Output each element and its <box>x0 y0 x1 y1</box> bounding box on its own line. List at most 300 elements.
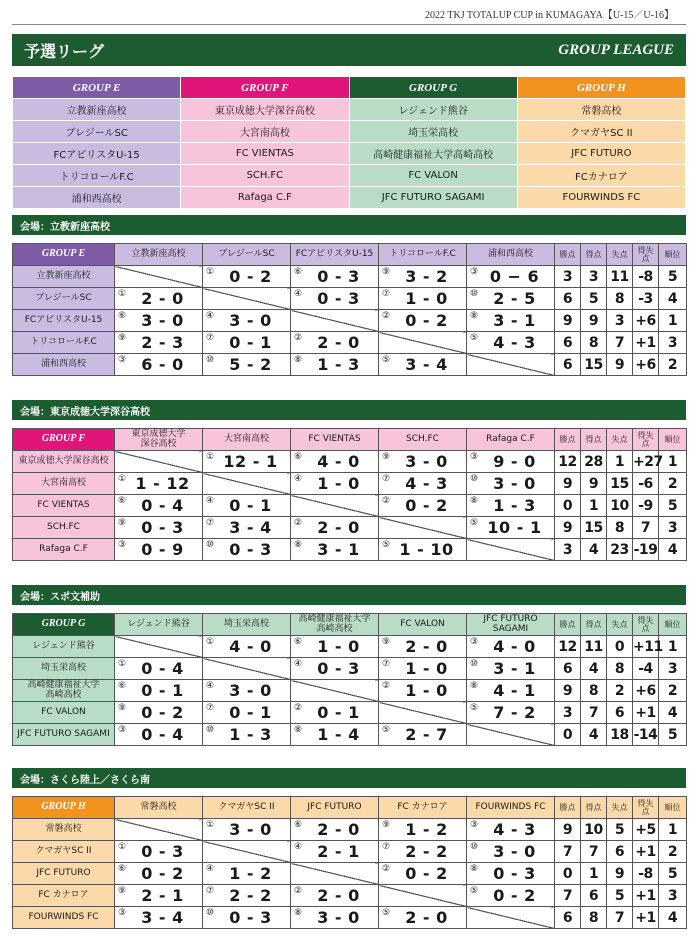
match-number: ① <box>206 637 215 647</box>
match-number: ⑨ <box>382 452 391 462</box>
standing-stat: 4 <box>659 288 687 310</box>
team-name: SCH.FC <box>13 517 115 539</box>
match-result-cell <box>467 863 555 885</box>
match-score: 3 - 0 <box>317 908 360 927</box>
table-row <box>13 354 687 376</box>
match-number: ① <box>118 842 127 852</box>
standing-stat: -8 <box>633 266 659 288</box>
table-row <box>13 517 687 539</box>
standing-stat: 23 <box>607 539 633 561</box>
match-score: 0 - 2 <box>405 496 448 515</box>
overview-team-row <box>13 165 686 187</box>
league-header-row <box>13 614 687 636</box>
standing-stat: +1 <box>633 907 659 929</box>
overview-team-name: FCアピリスタU-15 <box>13 143 181 165</box>
match-score: 0 - 2 <box>229 267 272 286</box>
standing-stat: 7 <box>555 841 581 863</box>
match-score: 3 - 2 <box>405 267 448 286</box>
standing-stat: 2 <box>607 680 633 702</box>
match-score: 0 − 6 <box>489 267 540 286</box>
overview-team-name: FOURWINDS FC <box>517 187 685 209</box>
overview-team-name: クマガヤSC II <box>517 121 685 143</box>
team-name: 東京成徳大学深谷高校 <box>13 451 115 473</box>
match-score: 2 - 0 <box>141 289 184 308</box>
match-score: 2 - 1 <box>141 886 184 905</box>
match-score: 1 - 0 <box>317 474 360 493</box>
match-number: ⑤ <box>470 333 479 343</box>
match-score: 3 - 4 <box>141 908 184 927</box>
standing-stat: 0 <box>555 724 581 746</box>
match-score: 1 - 10 <box>399 540 454 559</box>
match-number: ⑧ <box>470 311 479 321</box>
match-score: 4 - 3 <box>405 474 448 493</box>
standing-stat: 2 <box>659 354 687 376</box>
standing-stat: 9 <box>607 354 633 376</box>
standing-stat: 6 <box>555 288 581 310</box>
self-match-cell <box>467 539 555 561</box>
match-number: ⑨ <box>118 518 127 528</box>
standing-stat: 28 <box>581 451 607 473</box>
standing-stat: -9 <box>633 495 659 517</box>
match-score: 0 - 2 <box>405 864 448 883</box>
self-match-cell <box>203 841 291 863</box>
match-number: ③ <box>470 452 479 462</box>
match-result-cell <box>115 310 203 332</box>
match-number: ② <box>294 333 303 343</box>
league-section <box>12 215 686 376</box>
match-score: 3 - 4 <box>229 518 272 537</box>
match-number: ① <box>206 820 215 830</box>
standing-stat: 5 <box>659 724 687 746</box>
standing-stat: 3 <box>659 332 687 354</box>
match-score: 3 - 0 <box>229 820 272 839</box>
standing-stat: 0 <box>555 495 581 517</box>
table-row <box>13 724 687 746</box>
opponent-column-header: FC カナロア <box>379 797 467 819</box>
standing-stat: +6 <box>633 680 659 702</box>
stat-column-header: 順位 <box>659 797 687 819</box>
match-result-cell <box>115 724 203 746</box>
match-number: ① <box>206 267 215 277</box>
venue-bar: 会場：立教新座高校 <box>12 215 686 235</box>
match-result-cell <box>291 819 379 841</box>
team-name: 大宮南高校 <box>13 473 115 495</box>
team-name: FC カナロア <box>13 885 115 907</box>
match-result-cell <box>379 473 467 495</box>
opponent-column-header: 常磐高校 <box>115 797 203 819</box>
match-score: 2 - 0 <box>405 908 448 927</box>
stat-column-header: 順位 <box>659 614 687 636</box>
match-number: ② <box>294 886 303 896</box>
standing-stat: 1 <box>659 819 687 841</box>
match-number: ② <box>382 496 391 506</box>
match-result-cell <box>203 266 291 288</box>
match-score: 2 - 0 <box>317 886 360 905</box>
team-name: 立教新座高校 <box>13 266 115 288</box>
match-result-cell <box>467 636 555 658</box>
standing-stat: 4 <box>659 907 687 929</box>
standing-stat: 4 <box>581 539 607 561</box>
standing-stat: -14 <box>633 724 659 746</box>
team-name: JFC FUTURO <box>13 863 115 885</box>
standing-stat: 7 <box>607 332 633 354</box>
opponent-column-header: 埼玉栄高校 <box>203 614 291 636</box>
stat-column-header: 勝点 <box>555 797 581 819</box>
match-number: ① <box>118 289 127 299</box>
match-result-cell <box>467 680 555 702</box>
match-number: ⑨ <box>118 703 127 713</box>
match-result-cell <box>379 819 467 841</box>
standing-stat: +1 <box>633 841 659 863</box>
stat-column-header: 得失点 <box>633 614 659 636</box>
match-number: ② <box>382 864 391 874</box>
match-number: ② <box>382 681 391 691</box>
match-score: 3 - 0 <box>229 311 272 330</box>
match-number: ⑧ <box>294 908 303 918</box>
overview-team-name: FC VIENTAS <box>181 143 349 165</box>
standing-stat: 3 <box>555 266 581 288</box>
match-result-cell <box>203 517 291 539</box>
match-number: ⑦ <box>382 842 391 852</box>
match-number: ⑤ <box>382 725 391 735</box>
document-title: 2022 TKJ TOTALUP CUP in KUMAGAYA【U-15／U-16】 <box>425 10 674 21</box>
overview-team-name: 立教新座高校 <box>13 99 181 121</box>
match-number: ⑩ <box>206 725 215 735</box>
match-result-cell <box>115 841 203 863</box>
match-result-cell <box>203 636 291 658</box>
match-number: ⑥ <box>118 864 127 874</box>
match-result-cell <box>291 473 379 495</box>
match-score: 1 - 3 <box>229 725 272 744</box>
match-score: 0 - 1 <box>229 333 272 352</box>
self-match-cell <box>379 702 467 724</box>
match-number: ⑦ <box>206 886 215 896</box>
overview-team-name: 浦和西高校 <box>13 187 181 209</box>
standing-stat: 1 <box>659 451 687 473</box>
table-row <box>13 266 687 288</box>
match-score: 0 - 1 <box>317 703 360 722</box>
league-section <box>12 768 686 929</box>
match-result-cell <box>467 885 555 907</box>
match-number: ⑧ <box>470 681 479 691</box>
standing-stat: 2 <box>659 841 687 863</box>
match-result-cell <box>379 451 467 473</box>
match-number: ⑤ <box>470 886 479 896</box>
match-result-cell <box>379 680 467 702</box>
match-result-cell <box>203 451 291 473</box>
opponent-column-header: FC VALON <box>379 614 467 636</box>
match-score: 1 - 0 <box>405 681 448 700</box>
league-header-row <box>13 797 687 819</box>
standing-stat: 9 <box>607 863 633 885</box>
overview-team-row <box>13 121 686 143</box>
match-result-cell <box>291 658 379 680</box>
team-name: FCアピリスタU-15 <box>13 310 115 332</box>
match-result-cell <box>467 841 555 863</box>
standing-stat: 15 <box>607 473 633 495</box>
standing-stat: 5 <box>581 288 607 310</box>
match-result-cell <box>203 907 291 929</box>
match-number: ⑩ <box>206 355 215 365</box>
team-name: FOURWINDS FC <box>13 907 115 929</box>
standing-stat: +1 <box>633 332 659 354</box>
standing-stat: 3 <box>607 310 633 332</box>
match-score: 1 - 0 <box>405 659 448 678</box>
match-score: 2 - 1 <box>317 842 360 861</box>
stat-column-header: 得点 <box>581 429 607 451</box>
match-number: ② <box>294 703 303 713</box>
group-label: GROUP E <box>13 244 115 266</box>
match-score: 4 - 1 <box>493 681 536 700</box>
match-result-cell <box>379 266 467 288</box>
overview-team-name: Rafaga C.F <box>181 187 349 209</box>
overview-team-row <box>13 99 686 121</box>
team-name: ブレジールSC <box>13 288 115 310</box>
standing-stat: 0 <box>555 863 581 885</box>
match-result-cell <box>467 473 555 495</box>
standing-stat: 0 <box>607 636 633 658</box>
match-score: 2 - 5 <box>493 289 536 308</box>
match-result-cell <box>291 724 379 746</box>
overview-team-name: レジェンド熊谷 <box>349 99 517 121</box>
match-number: ③ <box>118 540 127 550</box>
stat-column-header: 失点 <box>607 614 633 636</box>
match-result-cell <box>115 332 203 354</box>
match-number: ⑥ <box>294 820 303 830</box>
table-row <box>13 473 687 495</box>
self-match-cell <box>115 451 203 473</box>
standing-stat: +1 <box>633 702 659 724</box>
self-match-cell <box>291 495 379 517</box>
table-row <box>13 310 687 332</box>
overview-team-name: FCカナロア <box>517 165 685 187</box>
match-number: ⑨ <box>382 637 391 647</box>
match-result-cell <box>291 841 379 863</box>
stat-column-header: 勝点 <box>555 244 581 266</box>
standing-stat: 4 <box>659 702 687 724</box>
table-row <box>13 658 687 680</box>
standing-stat: 6 <box>607 841 633 863</box>
match-score: 4 - 0 <box>317 452 360 471</box>
match-result-cell <box>115 495 203 517</box>
stat-column-header: 得点 <box>581 797 607 819</box>
match-number: ① <box>118 659 127 669</box>
title-divider <box>12 24 686 25</box>
match-score: 0 - 3 <box>229 908 272 927</box>
match-result-cell <box>203 495 291 517</box>
overview-team-name: JFC FUTURO <box>517 143 685 165</box>
match-number: ② <box>382 311 391 321</box>
match-result-cell <box>203 680 291 702</box>
match-result-cell <box>203 819 291 841</box>
standing-stat: 9 <box>581 310 607 332</box>
match-result-cell <box>379 310 467 332</box>
overview-team-name: 常磐高校 <box>517 99 685 121</box>
match-result-cell <box>291 451 379 473</box>
table-row <box>13 702 687 724</box>
self-match-cell <box>115 266 203 288</box>
table-row <box>13 451 687 473</box>
match-score: 2 - 2 <box>405 842 448 861</box>
match-score: 3 - 0 <box>405 452 448 471</box>
standing-stat: 7 <box>581 702 607 724</box>
match-result-cell <box>291 354 379 376</box>
stat-column-header: 得失点 <box>633 797 659 819</box>
standing-stat: -19 <box>633 539 659 561</box>
match-number: ④ <box>206 681 215 691</box>
league-table <box>12 796 687 929</box>
overview-team-name: ブレジールSC <box>13 121 181 143</box>
match-result-cell <box>115 680 203 702</box>
opponent-column-header: トリコロールF.C <box>379 244 467 266</box>
match-number: ⑦ <box>206 333 215 343</box>
standing-stat: 5 <box>659 863 687 885</box>
standing-stat: 5 <box>607 885 633 907</box>
match-result-cell <box>115 863 203 885</box>
match-number: ⑥ <box>118 496 127 506</box>
match-number: ⑧ <box>294 725 303 735</box>
match-result-cell <box>115 539 203 561</box>
match-result-cell <box>203 702 291 724</box>
opponent-column-header: JFC FUTURO SAGAMI <box>467 614 555 636</box>
opponent-column-header: JFC FUTURO <box>291 797 379 819</box>
match-number: ⑩ <box>470 842 479 852</box>
match-number: ⑩ <box>470 289 479 299</box>
match-number: ⑧ <box>294 355 303 365</box>
match-number: ④ <box>294 289 303 299</box>
group-label: GROUP H <box>13 797 115 819</box>
standing-stat: 8 <box>581 907 607 929</box>
match-score: 3 - 1 <box>317 540 360 559</box>
match-result-cell <box>379 658 467 680</box>
match-result-cell <box>379 636 467 658</box>
team-name: 埼玉栄高校 <box>13 658 115 680</box>
match-result-cell <box>467 288 555 310</box>
standing-stat: 12 <box>555 451 581 473</box>
standing-stat: 8 <box>607 517 633 539</box>
match-result-cell <box>379 863 467 885</box>
match-number: ③ <box>118 908 127 918</box>
standing-stat: 6 <box>607 702 633 724</box>
team-name: Rafaga C.F <box>13 539 115 561</box>
match-score: 0 - 3 <box>493 864 536 883</box>
opponent-column-header: 東京成徳大学 深谷高校 <box>115 429 203 451</box>
league-table <box>12 428 687 561</box>
team-name: FC VALON <box>13 702 115 724</box>
self-match-cell <box>291 310 379 332</box>
match-result-cell <box>203 863 291 885</box>
match-result-cell <box>467 332 555 354</box>
match-score: 1 - 4 <box>317 725 360 744</box>
match-result-cell <box>467 310 555 332</box>
table-row <box>13 841 687 863</box>
match-score: 0 - 3 <box>317 267 360 286</box>
table-row <box>13 885 687 907</box>
match-score: 0 - 2 <box>405 311 448 330</box>
match-score: 3 - 1 <box>493 311 536 330</box>
match-score: 1 - 2 <box>229 864 272 883</box>
team-name: FC VIENTAS <box>13 495 115 517</box>
league-section <box>12 585 686 746</box>
match-result-cell <box>115 288 203 310</box>
self-match-cell <box>203 473 291 495</box>
self-match-cell <box>291 680 379 702</box>
standing-stat: 6 <box>555 907 581 929</box>
match-score: 12 - 1 <box>223 452 278 471</box>
standing-stat: +27 <box>633 451 659 473</box>
match-score: 2 - 3 <box>141 333 184 352</box>
standing-stat: 8 <box>607 288 633 310</box>
match-score: 0 - 3 <box>229 540 272 559</box>
match-score: 2 - 0 <box>405 637 448 656</box>
overview-team-row <box>13 143 686 165</box>
match-result-cell <box>379 907 467 929</box>
self-match-cell <box>203 288 291 310</box>
match-result-cell <box>467 495 555 517</box>
standing-stat: 2 <box>659 473 687 495</box>
banner-title-jp: 予選リーグ <box>24 41 105 61</box>
match-number: ② <box>294 518 303 528</box>
match-number: ④ <box>206 864 215 874</box>
venue-bar: 会場：さくら陸上／さくら南 <box>12 768 686 788</box>
match-number: ① <box>206 452 215 462</box>
match-score: 1 - 2 <box>405 820 448 839</box>
match-score: 2 - 7 <box>405 725 448 744</box>
standing-stat: 6 <box>555 332 581 354</box>
standing-stat: 5 <box>659 495 687 517</box>
groups-overview-table <box>12 76 686 209</box>
match-result-cell <box>203 724 291 746</box>
match-number: ⑨ <box>382 267 391 277</box>
opponent-column-header: SCH.FC <box>379 429 467 451</box>
stat-column-header: 得点 <box>581 614 607 636</box>
match-number: ⑨ <box>118 333 127 343</box>
match-score: 0 - 4 <box>141 496 184 515</box>
match-result-cell <box>115 473 203 495</box>
opponent-column-header: ブレジールSC <box>203 244 291 266</box>
opponent-column-header: FCアピリスタU-15 <box>291 244 379 266</box>
standing-stat: 1 <box>607 451 633 473</box>
match-result-cell <box>467 658 555 680</box>
self-match-cell <box>203 658 291 680</box>
match-score: 6 - 0 <box>141 355 184 374</box>
match-result-cell <box>115 885 203 907</box>
standing-stat: 8 <box>581 680 607 702</box>
standing-stat: 1 <box>581 495 607 517</box>
match-result-cell <box>467 517 555 539</box>
standing-stat: +5 <box>633 819 659 841</box>
standing-stat: 9 <box>581 473 607 495</box>
match-result-cell <box>379 288 467 310</box>
match-number: ⑥ <box>118 311 127 321</box>
standing-stat: 3 <box>659 517 687 539</box>
match-score: 0 - 3 <box>141 518 184 537</box>
opponent-column-header: Rafaga C.F <box>467 429 555 451</box>
opponent-column-header: FC VIENTAS <box>291 429 379 451</box>
match-number: ④ <box>206 311 215 321</box>
match-result-cell <box>291 885 379 907</box>
match-score: 3 - 4 <box>405 355 448 374</box>
stat-column-header: 勝点 <box>555 429 581 451</box>
match-score: 0 - 9 <box>141 540 184 559</box>
stat-column-header: 勝点 <box>555 614 581 636</box>
standing-stat: 2 <box>659 680 687 702</box>
standing-stat: 3 <box>659 658 687 680</box>
self-match-cell <box>379 517 467 539</box>
match-score: 2 - 2 <box>229 886 272 905</box>
team-name: 浦和西高校 <box>13 354 115 376</box>
match-number: ⑤ <box>382 908 391 918</box>
